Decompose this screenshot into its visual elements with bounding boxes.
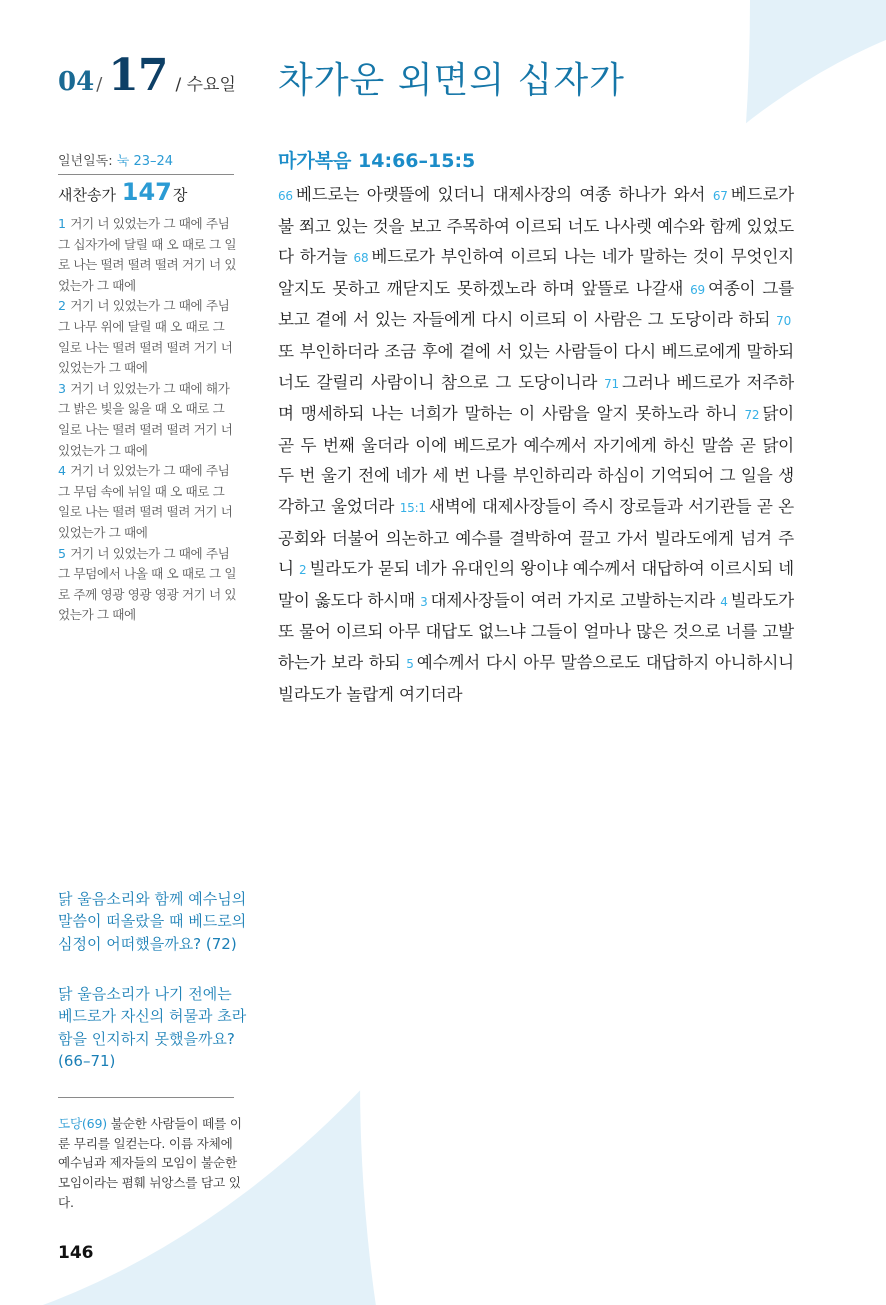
verse-number: 3	[58, 380, 66, 396]
verse-text: 거기 너 있었는가 그 때에 주님 그 나무 위에 달릴 때 오 때로 그 일로 나는 떨려 떨려 떨려 거기 너 있었는가 그 때에	[58, 298, 233, 376]
verse-number: 69	[690, 282, 705, 297]
annual-reading	[58, 150, 173, 169]
date-separator: /	[96, 74, 103, 95]
verse-number: 3	[420, 594, 428, 609]
verse-number: 67	[712, 189, 728, 203]
verse-number: 68	[353, 251, 369, 266]
verse-number: 2	[299, 563, 307, 578]
reading-reference: 눅 23–24	[116, 154, 174, 169]
hymn-lyrics	[58, 214, 238, 626]
reading-label: 일년일독:	[58, 154, 113, 169]
reflection-question-1: 닭 울음소리와 함께 예수님의 말씀이 떠올랐을 때 베드로의 심정이 어떠했을까요? (72)	[58, 890, 247, 953]
verse-number: 1	[58, 216, 66, 231]
verse-text: 거기 너 있었는가 그 때에 주님 그 무덤에서 나올 때 오 때로 그 일로 주께 영광 영광 영광 거기 너 있었는가 그 때에	[58, 545, 237, 623]
date-weekday: / 수요일	[175, 75, 236, 95]
hymn-heading	[58, 178, 187, 206]
passage-reference: 마가복음 14:66–15:5	[278, 150, 476, 172]
hymn-verse	[58, 214, 238, 296]
hymn-verse	[58, 296, 238, 378]
verse-text: 그러나 베드로가 저주하며 맹세하되 나는 너희가 말하는 이 사람을 알지 못하노라 하니	[278, 372, 794, 424]
date-day: 17	[108, 50, 168, 101]
hymn-number: 147	[121, 178, 172, 206]
hymn-suffix: 장	[172, 186, 188, 204]
page-number: 146	[58, 1243, 94, 1263]
word-note	[58, 1114, 248, 1213]
verse-number: 15:1	[399, 500, 426, 515]
verse-number: 66	[278, 189, 293, 203]
verse-text: 여종이 그를 보고 곁에 서 있는 자들에게 다시 이르되 이 사람은 그 도당이라 하되	[278, 278, 795, 330]
hymn-verse	[58, 544, 238, 626]
note-text: 불순한 사람들이 떼를 이룬 무리를 일컫는다. 이름 자체에 예수님과 제자들의 모임이 불순한 모임이라는 폄훼 뉘앙스를 담고 있다.	[58, 1116, 242, 1210]
verse-text: 대제사장들이 여러 가지로 고발하는지라	[430, 590, 716, 610]
page-title: 차가운 외면의 십자가	[278, 60, 625, 101]
divider	[58, 1097, 234, 1098]
verse-number: 5	[58, 545, 66, 561]
verse-number: 5	[406, 656, 414, 671]
verse-text: 또 부인하더라 조금 후에 곁에 서 있는 사람들이 다시 베드로에게 말하되 너도 갈릴리 사람이니 참으로 그 도당이니라	[278, 341, 794, 392]
divider	[58, 174, 234, 175]
verse-number: 4	[720, 594, 728, 609]
verse-text: 거기 너 있었는가 그 때에 주님 그 십자가에 달릴 때 오 때로 그 일로 나는 떨려 떨려 떨려 거기 너 있었는가 그 때에	[58, 216, 237, 293]
hymn-prefix: 새찬송가	[58, 186, 116, 204]
verse-text: 빌라도가 묻되 네가 유대인의 왕이냐 예수께서 대답하여 이르시되 네 말이 옳도다 하시매	[278, 559, 794, 610]
verse-text: 베드로가 부인하여 이르되 나는 네가 말하는 것이 무엇인지 알지도 못하고 깨닫지도 못하겠노라 하며 앞뜰로 나갈새	[278, 247, 794, 298]
verse-text: 거기 너 있었는가 그 때에 해가 그 밝은 빛을 잃을 때 오 때로 그 일로 나는 떨려 떨려 떨려 거기 너 있었는가 그 때에	[58, 380, 233, 458]
reflection-question-2: 닭 울음소리가 나기 전에는 베드로가 자신의 허물과 초라함을 인지하지 못했을까요? (66–71)	[58, 985, 247, 1070]
hymn-verse	[58, 461, 238, 543]
date-header	[58, 50, 236, 101]
verse-text: 베드로가 불 쬐고 있는 것을 보고 주목하여 이르되 너도 나사렛 예수와 함께 있었도다 하거늘	[278, 185, 795, 267]
hymn-verse	[58, 379, 238, 461]
verse-text: 베드로는 아랫뜰에 있더니 대제사장의 여종 하나가 와서	[295, 185, 706, 204]
scripture-text	[278, 180, 794, 710]
verse-text: 빌라도가 또 물어 이르되 아무 대답도 없느냐 그들이 얼마나 많은 것으로 너를 고발하는가 보라 하되	[278, 590, 794, 672]
verse-text: 거기 너 있었는가 그 때에 주님 그 무덤 속에 뉘일 때 오 때로 그 일로 나는 떨려 떨려 떨려 거기 너 있었는가 그 때에	[58, 463, 233, 540]
verse-number: 70	[776, 314, 792, 329]
verse-number: 72	[744, 408, 760, 423]
verse-text: 새벽에 대제사장들이 즉시 장로들과 서기관들 곧 온 공회와 더불어 의논하고 예수를 결박하여 끌고 가서 빌라도에게 넘겨 주니	[278, 496, 794, 579]
verse-text: 닭이 곧 두 번째 울더라 이에 베드로가 예수께서 자기에게 하신 말씀 곧 닭이 두 번 울기 전에 네가 세 번 나를 부인하리라 하심이 기억되어 그 일을 생각하고 울었더라	[278, 404, 794, 516]
note-term: 도당(69)	[58, 1116, 107, 1131]
verse-number: 2	[58, 298, 66, 314]
date-month: 04	[58, 67, 95, 97]
verse-text: 예수께서 다시 아무 말씀으로도 대답하지 아니하시니 빌라도가 놀랍게 여기더라	[278, 652, 794, 704]
verse-number: 71	[604, 376, 619, 391]
verse-number: 4	[58, 463, 66, 479]
